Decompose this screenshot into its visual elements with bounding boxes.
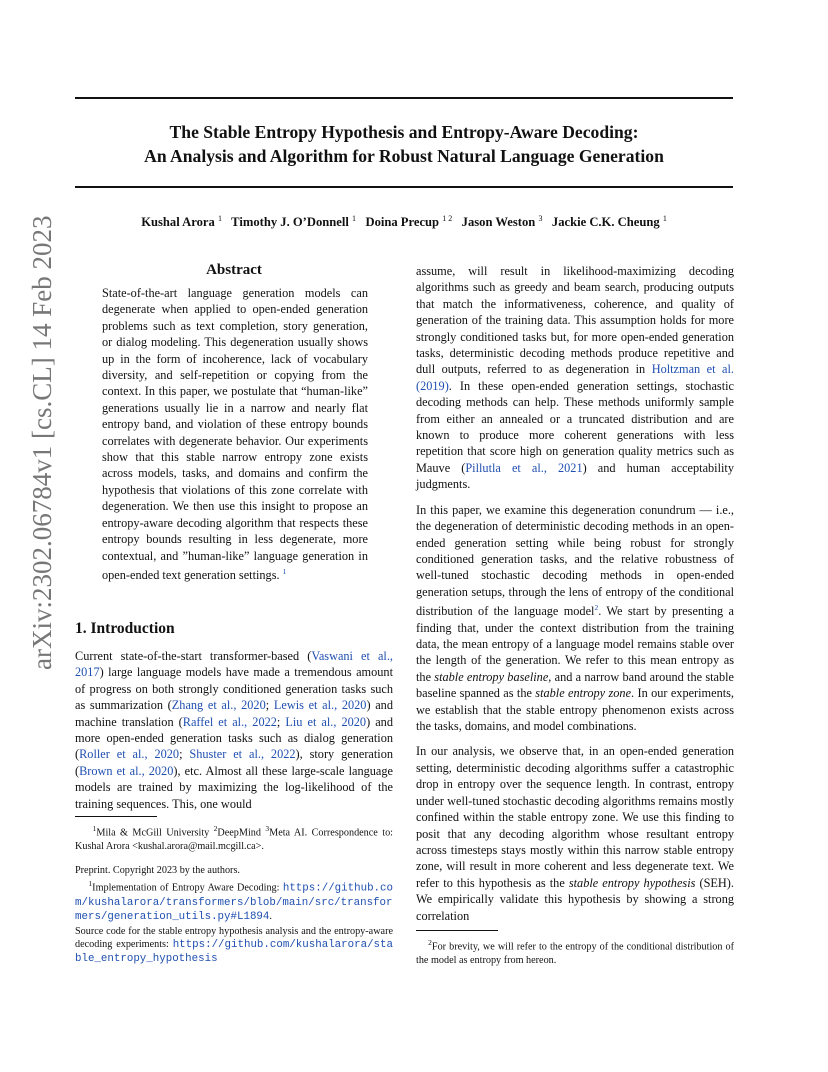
text-run: For brevity, we will refer to the entropy of the conditional distribution of the model as entropy from hereon.	[416, 941, 734, 966]
citation-link[interactable]: Brown et al., 2020	[79, 763, 174, 778]
preprint-notice	[75, 864, 393, 966]
emphasis-term: stable entropy hypothesis	[568, 875, 696, 890]
text-run: ) and more open-ended generation tasks such as dialog generation (	[75, 714, 393, 762]
author: Kushal Arora	[141, 215, 215, 230]
text-run: Source code for the stable entropy hypothesis analysis and the entropy-aware decoding experiments:	[75, 925, 393, 950]
body-paragraph	[416, 743, 734, 923]
preprint-copyright: Preprint. Copyright 2023 by the authors.	[75, 865, 240, 876]
author-affiliation: 1 2	[442, 214, 453, 223]
left-column-intro	[75, 648, 393, 821]
source-code-url-link[interactable]: https://github.com/kushalarora/stable_entropy_hypothesis	[75, 938, 393, 966]
footnote-rule-right	[416, 930, 498, 931]
text-run: . We start by presenting a finding that, under the context distribution from the training data, the mean entropy of a language model remains stable over the length of the generation. We refer to this mean entropy as the	[416, 604, 735, 684]
citation-link[interactable]: Holtzman et al. (2019)	[416, 362, 734, 393]
abstract-body	[102, 285, 368, 583]
text-run: . In these open-ended generation settings, stochastic decoding methods can help. These methods uniformly sample from either an annealed or a truncated distribution and are known to produce more coherent generations with less repetition that score high on generation quality metrics such as Mauve (	[416, 378, 734, 475]
footnote-mark: 1	[88, 879, 93, 889]
text-run: In this paper, we examine this degeneration conundrum — i.e., the degeneration of deterministic decoding methods in an open-ended generation setting while being robust for strongly conditioned generation tasks, and the relative robustness of well-tuned stochastic decoding methods in open-ended generation setups, through the lens of entropy of the conditional distribution of the language model	[416, 502, 734, 619]
footnote-mark-link[interactable]: 1	[282, 566, 287, 576]
body-paragraph	[416, 263, 734, 493]
author: Timothy J. O’Donnell	[231, 215, 349, 230]
title-bottom-rule	[75, 186, 733, 188]
author-affiliation: 1	[217, 214, 222, 223]
text-run: ) large language models have made a tremendous amount of progress on both strongly conditioned generation tasks such as summarization (	[75, 665, 393, 713]
author-affiliation: 1	[662, 214, 667, 223]
author-list	[75, 214, 733, 230]
citation-link[interactable]: Raffel et al., 2022	[182, 714, 277, 729]
abstract-heading: Abstract	[206, 262, 262, 278]
text-run: .	[269, 911, 272, 923]
text-run: ;	[265, 698, 274, 713]
text-run: Mila & McGill University	[96, 827, 214, 839]
intro-paragraph	[75, 648, 393, 812]
footnote-2	[416, 936, 734, 967]
text-run: ), etc. Almost all these large-scale language models are trained by maximizing the log-likelihood of the training sequences. This, one would	[75, 763, 393, 811]
footnote-rule-left	[75, 816, 157, 817]
top-rule	[75, 97, 733, 99]
emphasis-term: stable entropy baseline	[434, 669, 549, 684]
body-paragraph	[416, 502, 734, 735]
text-run: (SEH). We empirically validate this hypothesis by showing a strong correlation	[416, 875, 734, 923]
citation-link[interactable]: Zhang et al., 2020	[171, 698, 266, 713]
text-run: Implementation of Entropy Aware Decoding:	[92, 882, 283, 894]
author-affiliation: 1	[352, 214, 357, 223]
author-affiliation: 3	[538, 214, 543, 223]
right-column	[416, 263, 734, 933]
footnote-mark: 3	[265, 824, 270, 833]
abstract-text: State-of-the-art language generation models can degenerate when applied to open-ended generation problems such as text completion, story generation, or dialog modeling. This degeneration usually shows up in the form of incoherence, lack of vocabulary diversity, and self-repetition or copying from the context. In this paper, we postulate that “human-like” generations usually lie in a narrow and nearly flat entropy band, and violation of these entropy bounds correlates with degenerate behavior. Our experiments show that this stable narrow entropy zone exists across models, tasks, and domains and confirm the hypothesis that violations of this zone correlate with degeneration. We then use this insight to propose an entropy-aware decoding algorithm that respects these entropy bounds resulting in less degenerate, more contextual, and ”human-like” language generation in open-ended text generation settings.	[102, 286, 368, 582]
text-run: ;	[276, 714, 286, 729]
citation-link[interactable]: Pillutla et al., 2021	[465, 460, 583, 475]
author: Doina Precup	[365, 215, 440, 230]
arxiv-side-label: arXiv:2302.06784v1 [cs.CL] 14 Feb 2023	[27, 215, 57, 670]
text-run: ;	[179, 747, 190, 762]
citation-link[interactable]: Shuster et al., 2022	[189, 747, 296, 762]
implementation-url-link[interactable]: https://github.com/kushalarora/transformers/blob/main/src/transformers/generation_utils.py#L1894	[75, 882, 393, 924]
text-run: , and a narrow band around the stable baseline spanned as the	[416, 669, 735, 701]
title-line-2: An Analysis and Algorithm for Robust Natural Language Generation	[144, 146, 664, 166]
text-run: . In our experiments, we establish that the stable entropy phenomenon exists across the tasks, domains, and model combinations.	[416, 686, 735, 734]
emphasis-term: stable entropy zone	[535, 686, 632, 701]
footnote-mark: 1	[92, 824, 97, 833]
citation-link[interactable]: Vaswani et al., 2017	[75, 649, 393, 680]
text-run: Meta AI. Correspondence to: Kushal Arora <kushal.arora@mail.mcgill.ca>.	[75, 827, 393, 852]
paper-title	[75, 120, 733, 168]
text-run: DeepMind	[217, 827, 266, 839]
source-code-note	[75, 925, 393, 967]
title-line-1: The Stable Entropy Hypothesis and Entropy-Aware Decoding:	[169, 122, 639, 142]
text-run: assume, will result in likelihood-maximizing decoding algorithms such as greedy and beam search, producing outputs that match the informativeness, coherence, and quality of generation of the training data. This assumption holds for more strongly conditioned tasks but, for more open-ended generation tasks, deterministic decoding methods produce repetitive and dull outputs, referred to as degeneration in	[416, 264, 734, 377]
author: Jason Weston	[461, 215, 536, 230]
footnote-1	[75, 877, 393, 924]
text-run: Current state-of-the-start transformer-based (	[75, 649, 312, 663]
section-heading-introduction: 1. Introduction	[75, 620, 175, 637]
text-run: ) and machine translation (	[75, 698, 393, 729]
footnote-affiliations	[75, 822, 393, 853]
text-run: In our analysis, we observe that, in an open-ended generation setting, deterministic decoding algorithms suffer a catastrophic drop in entropy over the sequence length. In contrast, entropy under well-tuned stochastic decoding algorithms remains mostly confined within the stable entropy zone. We use this finding to posit that any decoding algorithm whose resultant entropy across timesteps stays mostly within this narrow stable entropy zone, will result in more coherent and less degenerate text. We refer to this hypothesis as the	[416, 744, 734, 890]
citation-link[interactable]: Lewis et al., 2020	[273, 698, 367, 713]
text-run: ), story generation (	[75, 747, 394, 778]
citation-link[interactable]: Liu et al., 2020	[285, 714, 367, 729]
author: Jackie C.K. Cheung	[551, 215, 660, 230]
footnote-mark: 2	[428, 938, 432, 947]
text-run: ) and human acceptability judgments.	[416, 460, 734, 492]
citation-link[interactable]: Roller et al., 2020	[79, 747, 180, 762]
footnote-mark-link[interactable]: 2	[594, 603, 599, 613]
footnote-mark: 2	[213, 824, 218, 833]
